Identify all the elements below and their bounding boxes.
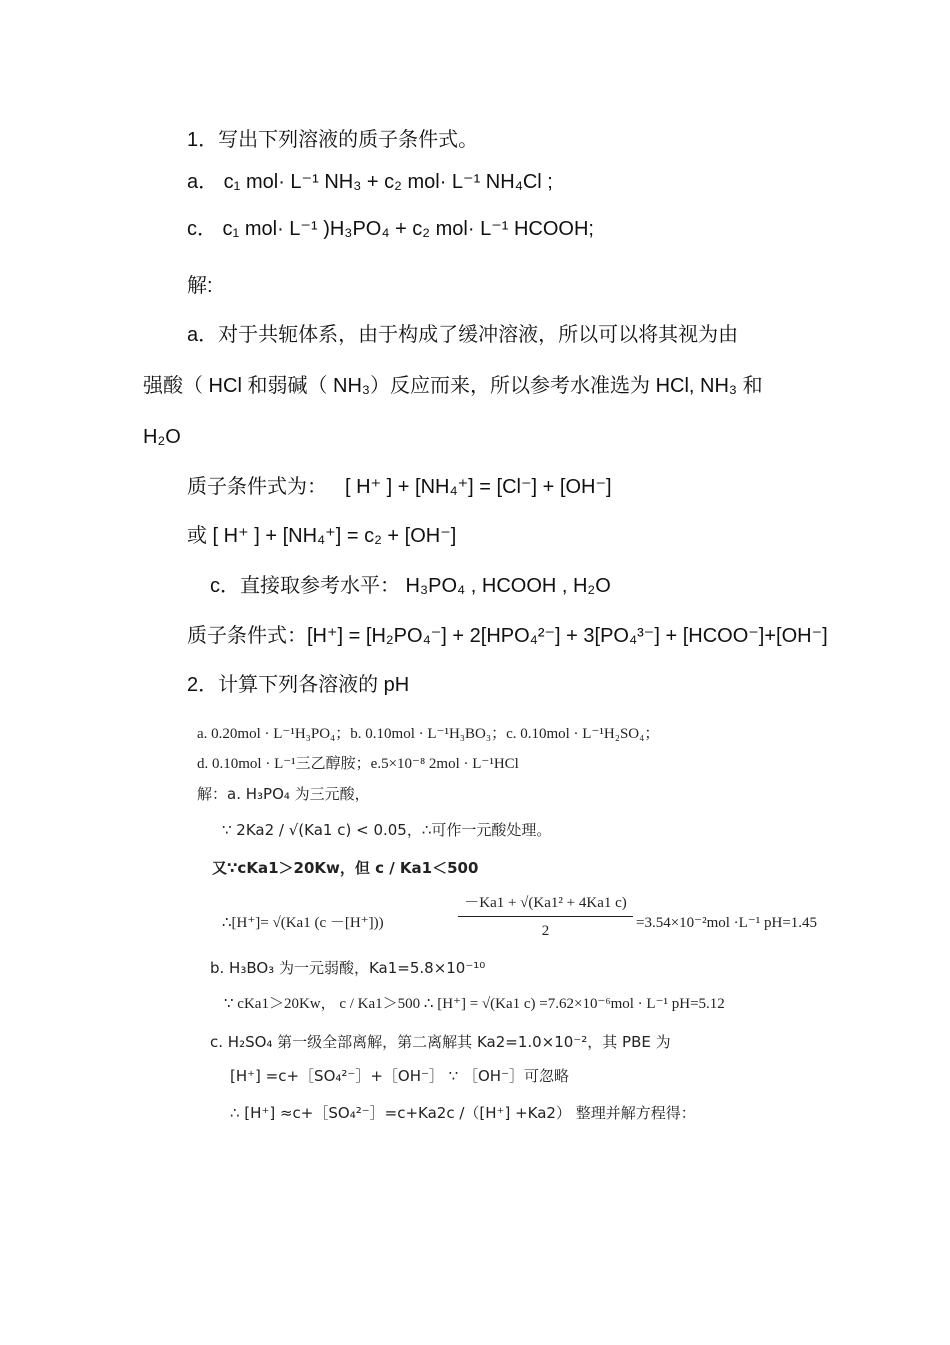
solution-a-text-3: H₂O [143,426,181,448]
solution-b-line-2: ∵ cKa1＞20Kw， c / Ka1＞500 ∴ [H⁺] = √(Ka1 c) =7.62×10⁻⁶mol · L⁻¹ pH=5.12 [224,996,725,1012]
question-1-item-a: a． c₁ mol· L⁻¹ NH₃ + c₂ mol· L⁻¹ NH₄Cl ; [187,171,553,193]
solution-c-line-2: [H⁺] =c+［SO₄²⁻］+［OH⁻］ ∵ ［OH⁻］可忽略 [230,1067,569,1085]
proton-condition-label: 质子条件式为： [187,476,327,498]
solution-b-line-1: b. H₃BO₃ 为一元弱酸，Ka1=5.8×10⁻¹⁰ [210,959,486,977]
fraction-numerator: －Ka1 + √(Ka1² + 4Ka1 c) [458,893,633,917]
solution-a-text-2: 强酸（ HCl 和弱碱（ NH₃）反应而来，所以参考水准选为 HCl, NH₃ 和 [143,375,763,397]
solution-c-line-1: c. H₂SO₄ 第一级全部离解，第二离解其 Ka2=1.0×10⁻²，其 PBE 为 [210,1033,671,1051]
question-1-title: 1．写出下列溶液的质子条件式。 [187,129,479,151]
proton-condition-equation-2: 或 [ H⁺ ] + [NH₄⁺] = c₂ + [OH⁻] [187,525,457,547]
solution-a-text-1: a．对于共轭体系，由于构成了缓冲溶液，所以可以将其视为由 [187,324,739,346]
solution-a-line-2: ∵ 2Ka2 / √(Ka1 c) < 0.05，∴可作一元酸处理。 [222,821,552,839]
solution-c-text: c．直接取参考水平： H₃PO₄ , HCOOH , H₂O [210,575,611,597]
solution-a-fraction [458,893,633,941]
question-2-list-1: a. 0.20mol · L⁻¹H₃PO₄；b. 0.10mol · L⁻¹H₃BO₃；c. 0.10mol · L⁻¹H₂SO₄； [197,726,660,742]
solution-a-line-4-left: ∴[H⁺]= √(Ka1 (c －[H⁺])) [222,915,384,931]
solution-a-line-3: 又∵cKa1＞20Kw，但 c / Ka1＜500 [212,859,479,877]
fraction-denominator: 2 [541,923,550,939]
question-1-item-c: c． c₁ mol· L⁻¹ )H₃PO₄ + c₂ mol· L⁻¹ HCOOH; [187,218,594,240]
proton-condition-equation-3: 质子条件式：[H⁺] = [H₂PO₄⁻] + 2[HPO₄²⁻] + 3[PO₄³⁻] + [HCOO⁻]+[OH⁻] [187,625,828,647]
solution-a-line-1: 解：a. H₃PO₄ 为三元酸， [197,785,370,803]
question-2-list-2: d. 0.10mol · L⁻¹三乙醇胺；e.5×10⁻⁸ 2mol · L⁻¹HCl [197,756,519,772]
question-2-title: 2．计算下列各溶液的 pH [187,674,410,696]
solution-a-line-4-right: =3.54×10⁻²mol ·L⁻¹ pH=1.45 [636,915,818,931]
solution-c-line-3: ∴ [H⁺] ≈c+［SO₄²⁻］=c+Ka2c /（[H⁺] +Ka2） 整理并解方程得： [230,1104,696,1122]
proton-condition-equation-1: [ H⁺ ] + [NH₄⁺] = [Cl⁻] + [OH⁻] [345,476,612,498]
solution-label: 解: [187,275,213,297]
